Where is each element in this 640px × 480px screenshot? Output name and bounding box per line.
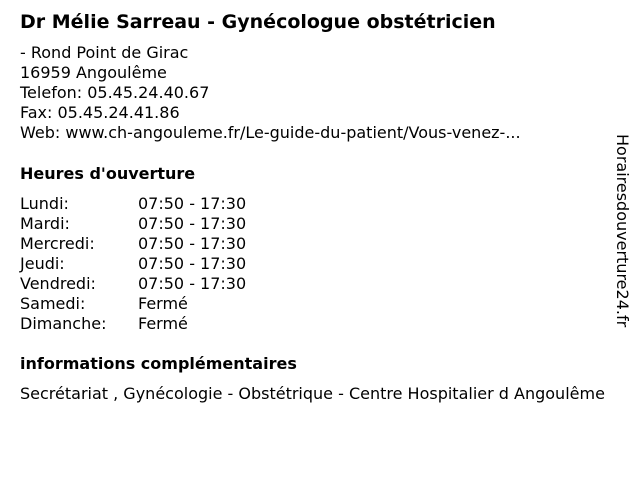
fax-number: Fax: 05.45.24.41.86 — [20, 103, 180, 122]
hours-time: 07:50 - 17:30 — [138, 234, 247, 253]
hours-row-tuesday — [20, 214, 246, 234]
hours-table — [20, 194, 246, 334]
hours-time: 07:50 - 17:30 — [138, 274, 247, 293]
hours-time: 07:50 - 17:30 — [138, 194, 247, 213]
page-title: Dr Mélie Sarreau - Gynécologue obstétricien — [20, 11, 496, 33]
hours-row-friday — [20, 274, 246, 294]
hours-day: Mardi: — [20, 214, 70, 233]
address-block — [20, 43, 521, 143]
hours-row-thursday — [20, 254, 246, 274]
website-link[interactable]: Web: www.ch-angouleme.fr/Le-guide-du-patient/Vous-venez-... — [20, 123, 521, 142]
hours-row-saturday — [20, 294, 246, 314]
hours-day: Dimanche: — [20, 314, 107, 333]
phone-number[interactable]: Telefon: 05.45.24.40.67 — [20, 83, 210, 102]
hours-time: 07:50 - 17:30 — [138, 214, 247, 233]
hours-day: Samedi: — [20, 294, 86, 313]
info-description: Secrétariat , Gynécologie - Obstétrique - Centre Hospitalier d Angoulême — [20, 384, 605, 403]
hours-day: Vendredi: — [20, 274, 96, 293]
hours-day: Lundi: — [20, 194, 69, 213]
hours-time: 07:50 - 17:30 — [138, 254, 247, 273]
hours-day: Mercredi: — [20, 234, 95, 253]
hours-time: Fermé — [138, 294, 188, 313]
address-street: - Rond Point de Girac — [20, 43, 189, 62]
hours-row-wednesday — [20, 234, 246, 254]
address-city: 16959 Angoulême — [20, 63, 167, 82]
hours-row-sunday — [20, 314, 246, 334]
site-watermark: Horairesdouverture24.fr — [613, 134, 632, 328]
hours-heading: Heures d'ouverture — [20, 164, 196, 183]
hours-day: Jeudi: — [20, 254, 65, 273]
info-heading: informations complémentaires — [20, 354, 297, 373]
hours-row-monday — [20, 194, 246, 214]
hours-time: Fermé — [138, 314, 188, 333]
